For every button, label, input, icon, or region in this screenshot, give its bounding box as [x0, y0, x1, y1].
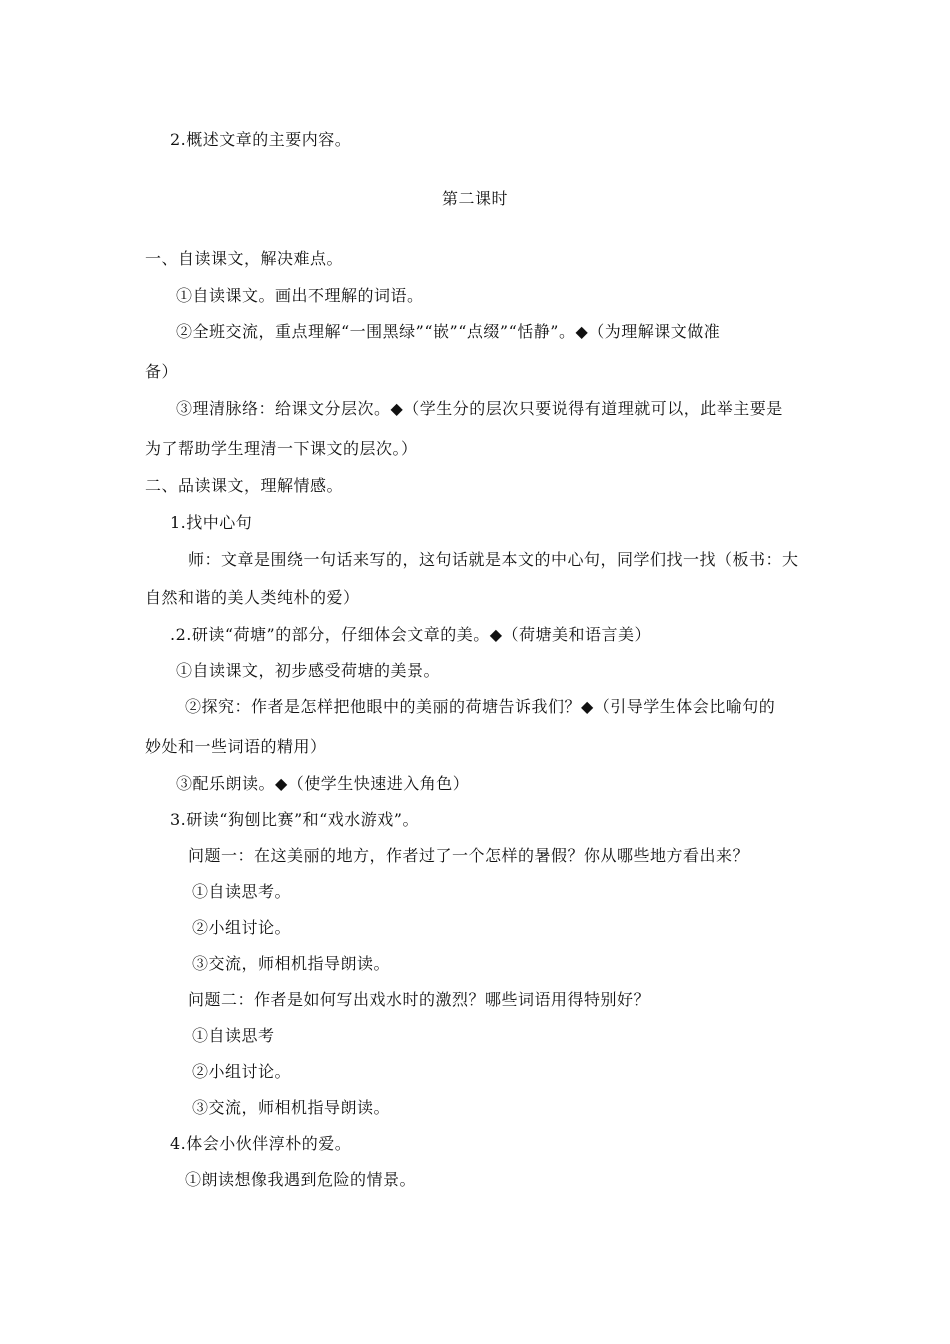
text-line: ①自读思考。	[192, 882, 292, 901]
text-line: 4.体会小伙伴淳朴的爱。	[170, 1134, 352, 1153]
text-line: ②全班交流，重点理解“一围黑绿”“嵌”“点缀”“恬静”。◆（为理解课文做准	[176, 322, 721, 341]
text-line: ③交流，师相机指导朗读。	[192, 1098, 391, 1117]
text-line: 1.找中心句	[170, 513, 253, 532]
text-line: 备）	[145, 362, 179, 381]
text-line: 3.研读“狗刨比赛”和“戏水游戏”。	[170, 810, 419, 829]
text-line: .2.研读“荷塘”的部分，仔细体会文章的美。◆（荷塘美和语言美）	[170, 625, 652, 644]
text-line: 为了帮助学生理清一下课文的层次。）	[145, 439, 418, 458]
text-line: 一、自读课文，解决难点。	[145, 249, 344, 268]
text-line: 师：文章是围绕一句话来写的，这句话就是本文的中心句，同学们找一找（板书：大	[188, 550, 799, 569]
text-line: ③交流，师相机指导朗读。	[192, 954, 391, 973]
text-line: ①朗读想像我遇到危险的情景。	[185, 1170, 417, 1189]
text-line: 问题二：作者是如何写出戏水时的激烈？哪些词语用得特别好？	[188, 990, 651, 1009]
section-heading: 第二课时	[442, 189, 509, 208]
text-line: ①自读课文。画出不理解的词语。	[176, 286, 424, 305]
text-line: ②小组讨论。	[192, 1062, 292, 1081]
text-line: ②小组讨论。	[192, 918, 292, 937]
text-line: ②探究：作者是怎样把他眼中的美丽的荷塘告诉我们？◆（引导学生体会比喻句的	[185, 697, 776, 716]
text-line: ①自读思考	[192, 1026, 275, 1045]
text-line: ③理清脉络：给课文分层次。◆（学生分的层次只要说得有道理就可以，此举主要是	[176, 399, 783, 418]
text-line: ①自读课文，初步感受荷塘的美景。	[176, 661, 441, 680]
text-line: 2.概述文章的主要内容。	[170, 130, 352, 149]
text-line: 妙处和一些词语的精用）	[145, 737, 327, 756]
text-line: 自然和谐的美人类纯朴的爱）	[145, 588, 360, 607]
text-line: 问题一：在这美丽的地方，作者过了一个怎样的暑假？你从哪些地方看出来？	[188, 846, 750, 865]
text-line: ③配乐朗读。◆（使学生快速进入角色）	[176, 774, 470, 793]
text-line: 二、品读课文，理解情感。	[145, 476, 344, 495]
